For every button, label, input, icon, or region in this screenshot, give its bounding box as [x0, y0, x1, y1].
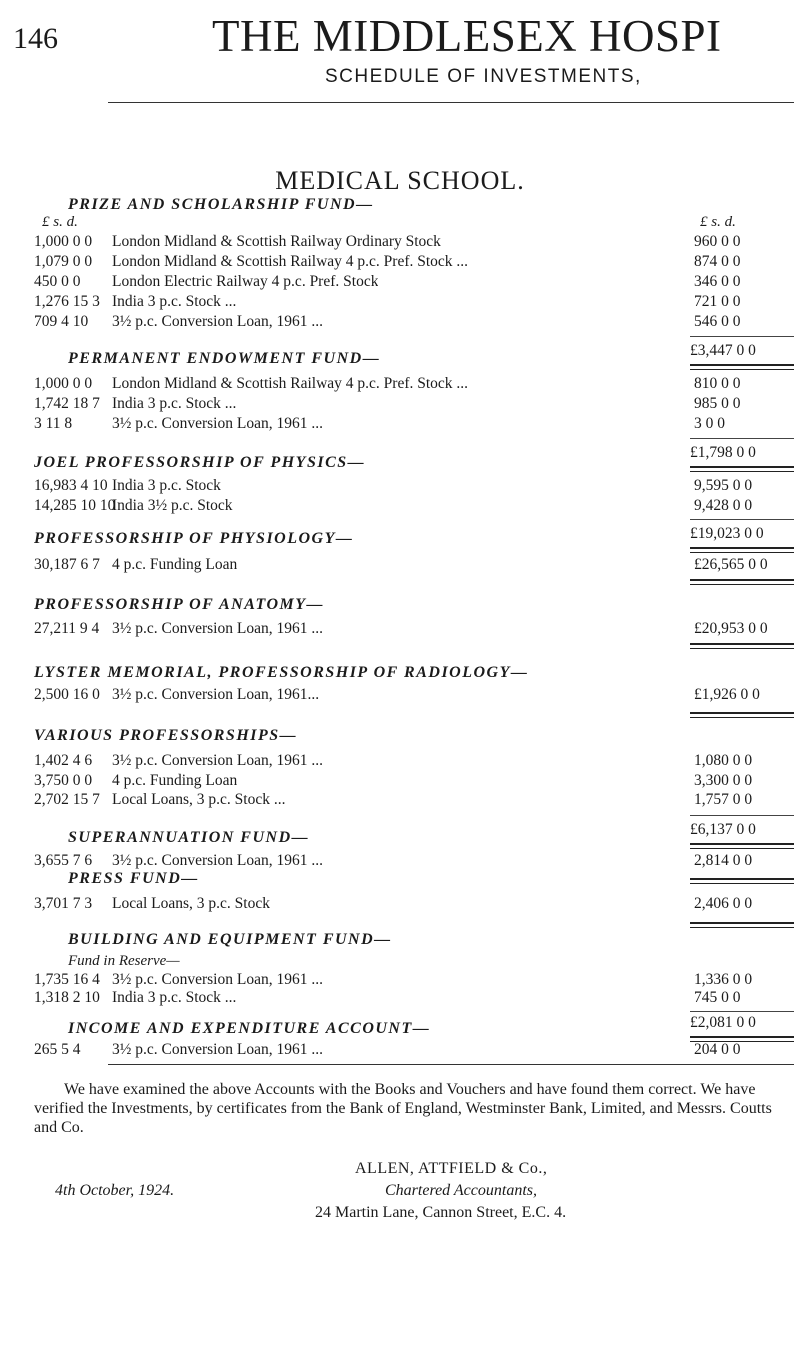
- nominal-amount: 2,702 15 7: [34, 791, 100, 808]
- nominal-amount: 3,750 0 0: [34, 772, 93, 789]
- total-double-rule: [690, 712, 794, 718]
- section-heading: PRIZE AND SCHOLARSHIP FUND—: [68, 196, 374, 213]
- value-column-header: £ s. d.: [700, 214, 736, 230]
- table-row: [34, 556, 800, 575]
- section-heading: JOEL PROFESSORSHIP OF PHYSICS—: [34, 454, 366, 471]
- firm-role: Chartered Accountants,: [385, 1182, 537, 1199]
- nominal-amount: 3,701 7 3: [34, 895, 93, 912]
- table-row: [34, 895, 800, 914]
- stock-description: 3½ p.c. Conversion Loan, 1961 ...: [112, 620, 323, 637]
- nominal-amount: 27,211 9 4: [34, 620, 100, 637]
- firm-address: 24 Martin Lane, Cannon Street, E.C. 4.: [315, 1204, 567, 1221]
- stock-description: 3½ p.c. Conversion Loan, 1961 ...: [112, 852, 323, 869]
- nominal-amount: 1,079 0 0: [34, 253, 93, 270]
- book-value: 1,080 0 0: [694, 752, 753, 769]
- table-row: [34, 1041, 800, 1060]
- book-value: 546 0 0: [694, 313, 741, 330]
- header-rule: [108, 102, 794, 103]
- section-total: £3,447 0 0: [690, 342, 756, 359]
- nominal-amount: 3,655 7 6: [34, 852, 93, 869]
- total-double-rule: [690, 843, 794, 849]
- table-row: [34, 375, 800, 394]
- table-row: [34, 989, 800, 1008]
- stock-description: 4 p.c. Funding Loan: [112, 772, 238, 789]
- table-row: [34, 497, 800, 516]
- nominal-amount: 265 5 4: [34, 1041, 81, 1058]
- section-heading: PROFESSORSHIP OF ANATOMY—: [34, 596, 325, 613]
- table-row: [34, 852, 800, 871]
- total-double-rule: [690, 579, 794, 585]
- table-row: [34, 477, 800, 496]
- book-value: £26,565 0 0: [694, 556, 768, 573]
- total-double-rule: [690, 364, 794, 370]
- stock-description: 3½ p.c. Conversion Loan, 1961 ...: [112, 971, 323, 988]
- book-value: 1,757 0 0: [694, 791, 753, 808]
- book-value: 1,336 0 0: [694, 971, 753, 988]
- section-heading: SUPERANNUATION FUND—: [68, 829, 310, 846]
- book-value: 346 0 0: [694, 273, 741, 290]
- stock-description: London Midland & Scottish Railway 4 p.c. Pref. Stock ...: [112, 253, 469, 270]
- nominal-amount: 1,742 18 7: [34, 395, 100, 412]
- table-row: [34, 772, 800, 791]
- section-heading: PROFESSORSHIP OF PHYSIOLOGY—: [34, 530, 354, 547]
- table-row: [34, 293, 800, 312]
- book-value: 204 0 0: [694, 1041, 741, 1058]
- stock-description: 3½ p.c. Conversion Loan, 1961 ...: [112, 1041, 323, 1058]
- audit-certification: We have examined the above Accounts with the Books and Vouchers and have found them correct. We have verified the Investments, by certificates from the Bank of England, Westminster Bank, Limited, and Messrs. Coutts and Co.: [34, 1081, 772, 1136]
- book-value: 3 0 0: [694, 415, 725, 432]
- stock-description: 3½ p.c. Conversion Loan, 1961 ...: [112, 752, 323, 769]
- sum-rule: [690, 438, 794, 439]
- nominal-amount: 1,276 15 3: [34, 293, 100, 310]
- stock-description: London Midland & Scottish Railway Ordinary Stock: [112, 233, 441, 250]
- nominal-column-header: £ s. d.: [42, 214, 78, 230]
- stock-description: 3½ p.c. Conversion Loan, 1961 ...: [112, 313, 323, 330]
- section-heading: PRESS FUND—: [68, 870, 199, 887]
- table-row: [34, 253, 800, 272]
- stock-description: 3½ p.c. Conversion Loan, 1961 ...: [112, 415, 323, 432]
- section-total: £2,081 0 0: [690, 1014, 756, 1031]
- book-value: 9,428 0 0: [694, 497, 753, 514]
- book-value: 2,406 0 0: [694, 895, 753, 912]
- section-heading: VARIOUS PROFESSORSHIPS—: [34, 727, 298, 744]
- total-double-rule: [690, 643, 794, 649]
- nominal-amount: 1,000 0 0: [34, 233, 93, 250]
- school-title: MEDICAL SCHOOL.: [275, 166, 525, 195]
- nominal-amount: 3 11 8: [34, 415, 73, 432]
- nominal-amount: 14,285 10 10: [34, 497, 116, 514]
- book-value: 874 0 0: [694, 253, 741, 270]
- table-row: [34, 395, 800, 414]
- firm-name: ALLEN, ATTFIELD & Co.,: [355, 1160, 548, 1177]
- running-title: THE MIDDLESEX HOSPI: [212, 11, 722, 61]
- stock-description: Local Loans, 3 p.c. Stock: [112, 895, 270, 912]
- section-total: £19,023 0 0: [690, 525, 764, 542]
- stock-description: 3½ p.c. Conversion Loan, 1961...: [112, 686, 320, 703]
- stock-description: India 3½ p.c. Stock: [112, 497, 233, 514]
- nominal-amount: 1,000 0 0: [34, 375, 93, 392]
- table-row: [34, 791, 800, 810]
- book-value: £1,926 0 0: [694, 686, 760, 703]
- nominal-amount: 450 0 0: [34, 273, 81, 290]
- total-double-rule: [690, 466, 794, 472]
- table-row: [34, 233, 800, 252]
- book-value: 960 0 0: [694, 233, 741, 250]
- stock-description: India 3 p.c. Stock ...: [112, 293, 237, 310]
- footer-rule: [108, 1064, 794, 1065]
- stock-description: Local Loans, 3 p.c. Stock ...: [112, 791, 286, 808]
- book-value: 9,595 0 0: [694, 477, 753, 494]
- sum-rule: [690, 815, 794, 816]
- stock-description: India 3 p.c. Stock ...: [112, 395, 237, 412]
- nominal-amount: 1,735 16 4: [34, 971, 100, 988]
- nominal-amount: 1,402 4 6: [34, 752, 93, 769]
- nominal-amount: 1,318 2 10: [34, 989, 100, 1006]
- section-heading: INCOME AND EXPENDITURE ACCOUNT—: [68, 1020, 431, 1037]
- total-double-rule: [690, 922, 794, 928]
- signature-date: 4th October, 1924.: [55, 1182, 175, 1199]
- section-heading: LYSTER MEMORIAL, PROFESSORSHIP OF RADIOLOGY—: [34, 664, 529, 681]
- section-total: £6,137 0 0: [690, 821, 756, 838]
- book-value: 985 0 0: [694, 395, 741, 412]
- table-row: [34, 686, 800, 705]
- section-subheading: Fund in Reserve—: [68, 953, 180, 969]
- nominal-amount: 2,500 16 0: [34, 686, 100, 703]
- book-value: 745 0 0: [694, 989, 741, 1006]
- book-value: 810 0 0: [694, 375, 741, 392]
- stock-description: India 3 p.c. Stock ...: [112, 989, 237, 1006]
- book-value: 2,814 0 0: [694, 852, 753, 869]
- nominal-amount: 16,983 4 10: [34, 477, 108, 494]
- stock-description: India 3 p.c. Stock: [112, 477, 221, 494]
- schedule-title: SCHEDULE OF INVESTMENTS,: [325, 66, 642, 87]
- section-heading: BUILDING AND EQUIPMENT FUND—: [68, 931, 392, 948]
- sum-rule: [690, 336, 794, 337]
- book-value: 721 0 0: [694, 293, 741, 310]
- sum-rule: [690, 519, 794, 520]
- book-value: £20,953 0 0: [694, 620, 768, 637]
- nominal-amount: 30,187 6 7: [34, 556, 100, 573]
- table-row: [34, 415, 800, 434]
- page-number: 146: [13, 22, 58, 55]
- total-double-rule: [690, 547, 794, 553]
- table-row: [34, 313, 800, 332]
- table-row: [34, 971, 800, 990]
- section-heading: PERMANENT ENDOWMENT FUND—: [68, 350, 381, 367]
- nominal-amount: 709 4 10: [34, 313, 89, 330]
- table-row: [34, 752, 800, 771]
- sum-rule: [690, 1011, 794, 1012]
- table-row: [34, 620, 800, 639]
- book-value: 3,300 0 0: [694, 772, 753, 789]
- stock-description: London Midland & Scottish Railway 4 p.c. Pref. Stock ...: [112, 375, 469, 392]
- table-row: [34, 273, 800, 292]
- stock-description: London Electric Railway 4 p.c. Pref. Stock: [112, 273, 379, 290]
- section-total: £1,798 0 0: [690, 444, 756, 461]
- total-double-rule: [690, 878, 794, 884]
- stock-description: 4 p.c. Funding Loan: [112, 556, 238, 573]
